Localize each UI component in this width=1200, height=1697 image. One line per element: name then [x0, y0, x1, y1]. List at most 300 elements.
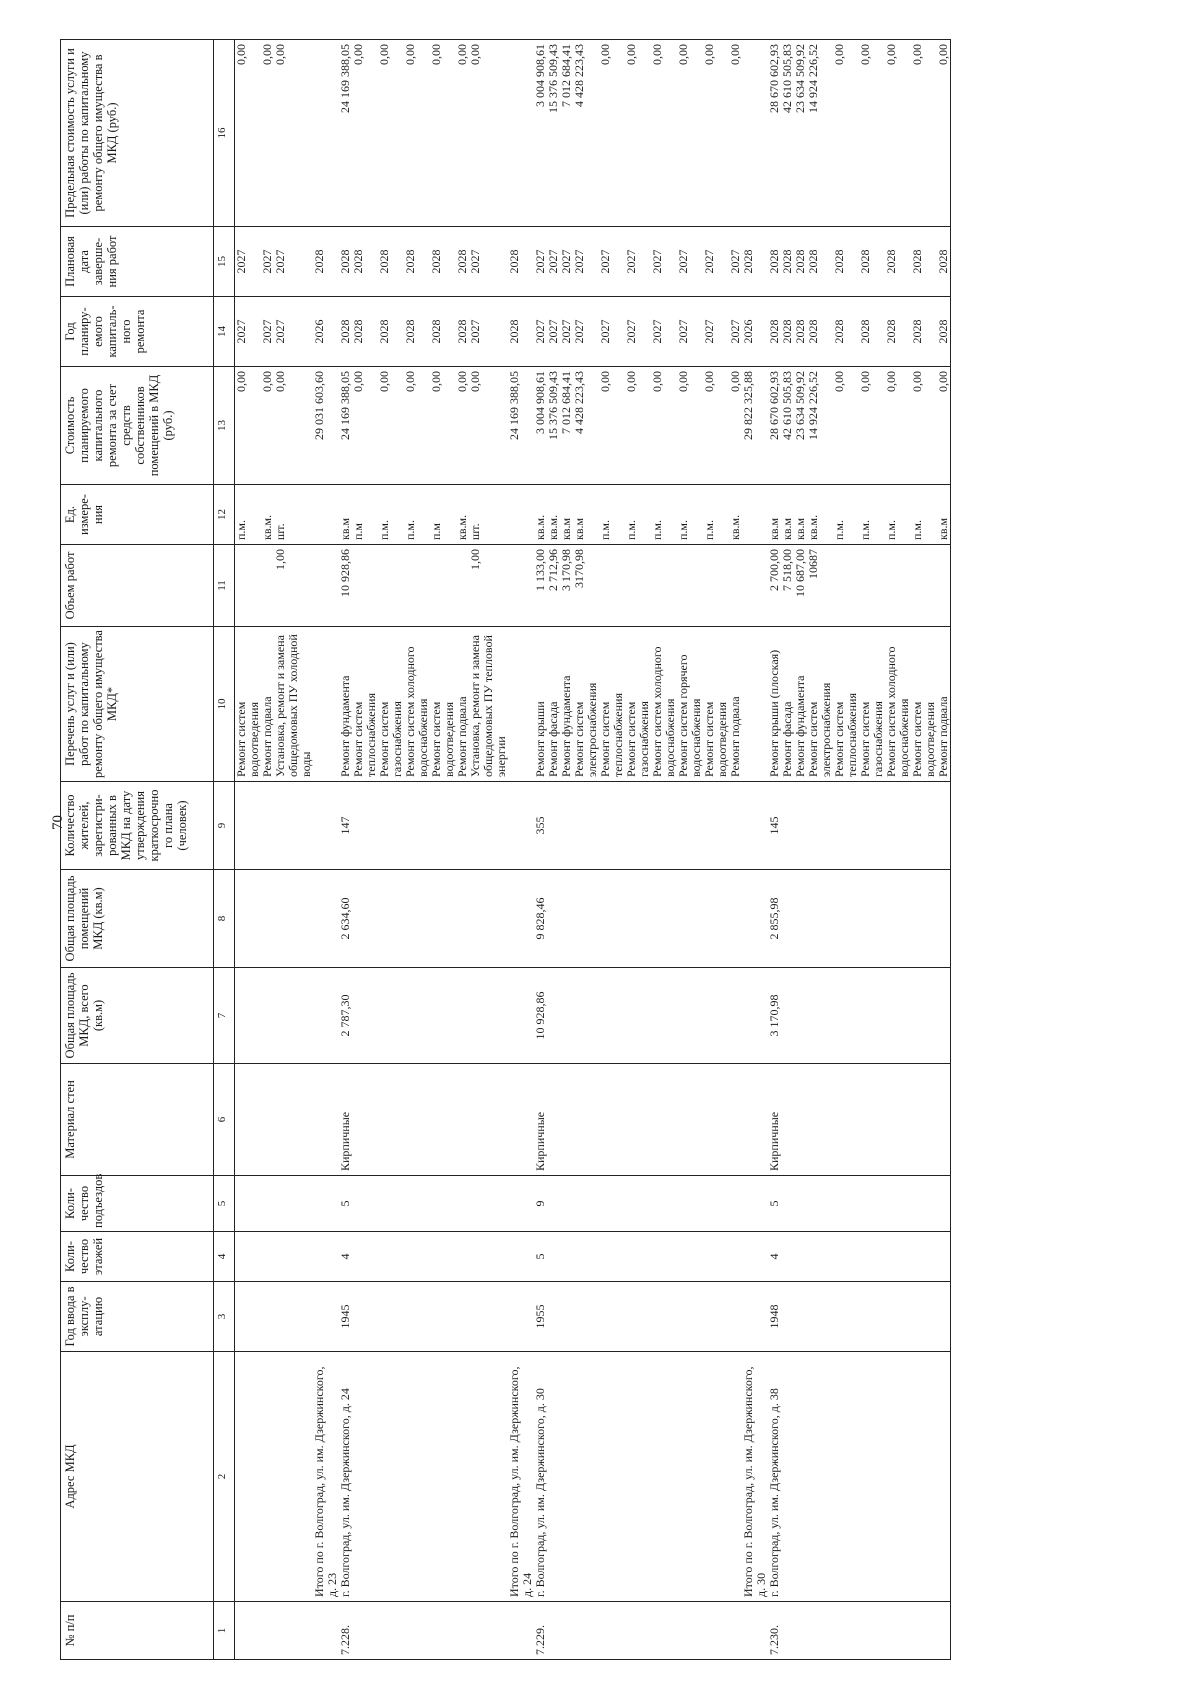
- cell-year: 2028: [339, 297, 352, 367]
- cell-residents: [599, 782, 625, 870]
- cell-area-rooms: [625, 870, 651, 968]
- cell-cost: 0,00: [911, 367, 937, 485]
- cell-address: [703, 1352, 729, 1602]
- cell-volume: 2 712,96: [547, 545, 560, 627]
- work-row: [885, 40, 911, 1660]
- cell-material: Кирпичные: [339, 1064, 352, 1176]
- cell-year-built: [703, 1282, 729, 1352]
- cell-volume: [313, 545, 339, 627]
- cell-residents: [859, 782, 885, 870]
- cell-work: Ремонт систем теплоснабжения: [352, 627, 378, 782]
- cell-area-rooms: [573, 870, 599, 968]
- cell-cost: 42 610 505,83: [781, 367, 794, 485]
- cell-entrances: [560, 1176, 573, 1232]
- work-row: [937, 40, 951, 1660]
- cell-area-total: [833, 968, 859, 1064]
- cell-cost: 0,00: [352, 367, 378, 485]
- cell-residents: [833, 782, 859, 870]
- cell-volume: [729, 545, 742, 627]
- cell-work: Ремонт систем водоотведения: [703, 627, 729, 782]
- work-row: [573, 40, 599, 1660]
- cell-unit: кв.м.: [261, 485, 274, 545]
- rotated-page: [60, 40, 1060, 1660]
- cell-num: [885, 1602, 911, 1660]
- cell-unit: [313, 485, 339, 545]
- cell-year: 2028: [508, 297, 534, 367]
- cell-cost: 0,00: [235, 367, 262, 485]
- cell-cost: 0,00: [703, 367, 729, 485]
- cell-entrances: [599, 1176, 625, 1232]
- cell-residents: [794, 782, 807, 870]
- cell-num: [625, 1602, 651, 1660]
- cell-end: 2028: [378, 227, 404, 297]
- cell-end: 2027: [677, 227, 703, 297]
- cell-area-rooms: 2 855,98: [768, 870, 781, 968]
- cell-end: 2027: [534, 227, 547, 297]
- cell-unit: шт.: [469, 485, 508, 545]
- cell-entrances: 5: [768, 1176, 781, 1232]
- cell-area-total: [599, 968, 625, 1064]
- cell-cost: 4 428 223,43: [573, 367, 599, 485]
- column-number: 8: [214, 870, 235, 968]
- work-row: [781, 40, 794, 1660]
- cell-material: [235, 1064, 262, 1176]
- cell-volume: 2 700,00: [768, 545, 781, 627]
- cell-work: Ремонт систем теплоснабжения: [599, 627, 625, 782]
- column-number: 7: [214, 968, 235, 1064]
- cell-unit: кв.м.: [534, 485, 547, 545]
- cell-num: [456, 1602, 469, 1660]
- cell-residents: [729, 782, 742, 870]
- cell-area-rooms: [911, 870, 937, 968]
- cell-area-rooms: [703, 870, 729, 968]
- cell-entrances: [911, 1176, 937, 1232]
- cell-address: [599, 1352, 625, 1602]
- cell-entrances: [430, 1176, 456, 1232]
- cell-num: [378, 1602, 404, 1660]
- cell-num: [937, 1602, 951, 1660]
- cell-limit: 0,00: [456, 40, 469, 227]
- cell-num: [911, 1602, 937, 1660]
- cell-floors: [677, 1232, 703, 1282]
- cell-volume: 1,00: [274, 545, 313, 627]
- cell-address: [560, 1352, 573, 1602]
- cell-floors: [560, 1232, 573, 1282]
- cell-volume: 7 518,00: [781, 545, 794, 627]
- cell-num: [404, 1602, 430, 1660]
- header-cell: Год планиру-емого капиталь-ного ремонта: [61, 297, 214, 367]
- cell-address: [859, 1352, 885, 1602]
- cell-material: [807, 1064, 833, 1176]
- work-row: [599, 40, 625, 1660]
- column-number: 15: [214, 227, 235, 297]
- cell-unit: кв.м: [937, 485, 951, 545]
- cell-num: [794, 1602, 807, 1660]
- header-cell: Год ввода в эксплу-атацию: [61, 1282, 214, 1352]
- cell-work: Ремонт систем водоотведения: [430, 627, 456, 782]
- cell-area-total: [625, 968, 651, 1064]
- column-number: 4: [214, 1232, 235, 1282]
- cell-entrances: [677, 1176, 703, 1232]
- cell-unit: кв.м: [781, 485, 794, 545]
- cell-area-total: [378, 968, 404, 1064]
- cell-area-rooms: [547, 870, 560, 968]
- cell-end: 2027: [703, 227, 729, 297]
- cell-address: [677, 1352, 703, 1602]
- cell-address: [378, 1352, 404, 1602]
- cell-volume: [859, 545, 885, 627]
- cell-unit: шт.: [274, 485, 313, 545]
- cell-unit: п.м.: [911, 485, 937, 545]
- cell-year-built: [404, 1282, 430, 1352]
- cell-work: Ремонт систем газоснабжения: [625, 627, 651, 782]
- cell-work: Ремонт систем электроснабжения: [573, 627, 599, 782]
- cell-floors: [469, 1232, 508, 1282]
- cell-floors: [313, 1232, 339, 1282]
- cell-entrances: [885, 1176, 911, 1232]
- cell-unit: [742, 485, 768, 545]
- cell-area-total: [456, 968, 469, 1064]
- cell-work: Ремонт подвала: [937, 627, 951, 782]
- cell-residents: 147: [339, 782, 352, 870]
- cell-floors: [781, 1232, 794, 1282]
- cell-work: Ремонт систем водоотведения: [235, 627, 262, 782]
- cell-volume: 3 170,98: [560, 545, 573, 627]
- cell-area-rooms: [430, 870, 456, 968]
- cell-material: Кирпичные: [534, 1064, 547, 1176]
- cell-address: [404, 1352, 430, 1602]
- cell-material: [547, 1064, 560, 1176]
- cell-address: [625, 1352, 651, 1602]
- cell-work: Ремонт систем газоснабжения: [859, 627, 885, 782]
- cell-residents: [807, 782, 833, 870]
- cell-area-rooms: [313, 870, 339, 968]
- cell-floors: 4: [768, 1232, 781, 1282]
- cell-area-total: 2 787,30: [339, 968, 352, 1064]
- cell-area-rooms: [859, 870, 885, 968]
- work-row: [833, 40, 859, 1660]
- cell-year: 2028: [768, 297, 781, 367]
- cell-limit: 0,00: [911, 40, 937, 227]
- cell-limit: 0,00: [274, 40, 313, 227]
- cell-floors: 5: [534, 1232, 547, 1282]
- cell-entrances: [729, 1176, 742, 1232]
- cell-year-built: [261, 1282, 274, 1352]
- header-cell: Перечень услуг и (или) работ по капитальному ремонту общего имущества МКД*: [61, 627, 214, 782]
- work-row: [807, 40, 833, 1660]
- cell-year-built: [599, 1282, 625, 1352]
- cell-year-built: [456, 1282, 469, 1352]
- cell-material: [677, 1064, 703, 1176]
- cell-entrances: [651, 1176, 677, 1232]
- cell-volume: [378, 545, 404, 627]
- cell-year: 2027: [573, 297, 599, 367]
- cell-year-built: [274, 1282, 313, 1352]
- cell-end: 2027: [547, 227, 560, 297]
- cell-material: [313, 1064, 339, 1176]
- cell-num: 7.230.: [768, 1602, 781, 1660]
- table-body: [235, 40, 951, 1660]
- cell-volume: [508, 545, 534, 627]
- cell-cost: 23 634 509,92: [794, 367, 807, 485]
- cell-year: 2028: [859, 297, 885, 367]
- cell-limit: 0,00: [729, 40, 742, 227]
- cell-address: [261, 1352, 274, 1602]
- header-cell: Общая площадь МКД, всего (кв.м): [61, 968, 214, 1064]
- cell-limit: [508, 40, 534, 227]
- cell-limit: 0,00: [703, 40, 729, 227]
- cell-entrances: [547, 1176, 560, 1232]
- cell-residents: [456, 782, 469, 870]
- cell-cost: 0,00: [651, 367, 677, 485]
- house-row: [768, 40, 781, 1660]
- cell-floors: [807, 1232, 833, 1282]
- cell-volume: [911, 545, 937, 627]
- work-row: [911, 40, 937, 1660]
- cell-work: Ремонт систем холодного водоснабжения: [651, 627, 677, 782]
- cell-volume: [677, 545, 703, 627]
- cell-cost: 0,00: [833, 367, 859, 485]
- cell-address: [794, 1352, 807, 1602]
- cell-num: [677, 1602, 703, 1660]
- total-row: [508, 40, 534, 1660]
- cell-material: [599, 1064, 625, 1176]
- cell-year-built: [469, 1282, 508, 1352]
- cell-unit: кв.м.: [547, 485, 560, 545]
- cell-material: [651, 1064, 677, 1176]
- cell-end: 2027: [261, 227, 274, 297]
- cell-num: [430, 1602, 456, 1660]
- cell-area-rooms: [599, 870, 625, 968]
- cell-residents: [469, 782, 508, 870]
- cell-floors: [547, 1232, 560, 1282]
- cell-year: 2028: [430, 297, 456, 367]
- cell-limit: 0,00: [235, 40, 262, 227]
- column-number: 2: [214, 1352, 235, 1602]
- cell-material: [508, 1064, 534, 1176]
- cell-material: [625, 1064, 651, 1176]
- cell-limit: 0,00: [833, 40, 859, 227]
- cell-floors: 4: [339, 1232, 352, 1282]
- cell-num: [651, 1602, 677, 1660]
- cell-entrances: [456, 1176, 469, 1232]
- cell-num: [781, 1602, 794, 1660]
- cell-floors: [742, 1232, 768, 1282]
- cell-cost: 29 822 325,88: [742, 367, 768, 485]
- work-row: [703, 40, 729, 1660]
- cell-floors: [599, 1232, 625, 1282]
- cell-area-total: [742, 968, 768, 1064]
- cell-area-rooms: [469, 870, 508, 968]
- cell-year-built: [742, 1282, 768, 1352]
- cell-material: [573, 1064, 599, 1176]
- work-row: [261, 40, 274, 1660]
- cell-limit: 0,00: [651, 40, 677, 227]
- cell-limit: 0,00: [859, 40, 885, 227]
- cell-end: 2028: [807, 227, 833, 297]
- cell-residents: [937, 782, 951, 870]
- cell-num: [508, 1602, 534, 1660]
- cell-entrances: [807, 1176, 833, 1232]
- cell-unit: п.м: [352, 485, 378, 545]
- cell-area-rooms: [651, 870, 677, 968]
- cell-residents: [885, 782, 911, 870]
- header-cell: Коли-чество подъездов: [61, 1176, 214, 1232]
- cell-year: 2026: [742, 297, 768, 367]
- cell-cost: 24 169 388,05: [508, 367, 534, 485]
- cell-num: [274, 1602, 313, 1660]
- header-cell: Количество жителей, зарегистри-рованных в МКД на дату утверждения краткосрочно го плана (человек): [61, 782, 214, 870]
- cell-year-built: [651, 1282, 677, 1352]
- cell-year-built: 1955: [534, 1282, 547, 1352]
- cell-num: [833, 1602, 859, 1660]
- cell-year-built: [560, 1282, 573, 1352]
- cell-year-built: [911, 1282, 937, 1352]
- cell-area-rooms: 9 828,46: [534, 870, 547, 968]
- cell-cost: 0,00: [430, 367, 456, 485]
- cell-unit: п.м.: [378, 485, 404, 545]
- cell-limit: 42 610 505,83: [781, 40, 794, 227]
- cell-address: [885, 1352, 911, 1602]
- cell-limit: 0,00: [937, 40, 951, 227]
- cell-year: 2028: [378, 297, 404, 367]
- cell-volume: [742, 545, 768, 627]
- cell-floors: [885, 1232, 911, 1282]
- cell-limit: 24 169 388,05: [339, 40, 352, 227]
- cell-unit: п.м.: [625, 485, 651, 545]
- cell-unit: п.м.: [677, 485, 703, 545]
- cell-year-built: [625, 1282, 651, 1352]
- cell-end: 2027: [560, 227, 573, 297]
- cell-limit: 23 634 509,92: [794, 40, 807, 227]
- cell-end: 2027: [469, 227, 508, 297]
- cell-entrances: [573, 1176, 599, 1232]
- cell-area-total: [781, 968, 794, 1064]
- cell-material: [911, 1064, 937, 1176]
- cell-residents: 145: [768, 782, 781, 870]
- cell-area-total: [274, 968, 313, 1064]
- cell-limit: 0,00: [885, 40, 911, 227]
- cell-end: 2028: [430, 227, 456, 297]
- cell-material: [794, 1064, 807, 1176]
- cell-end: 2027: [729, 227, 742, 297]
- cell-year-built: [794, 1282, 807, 1352]
- cell-year: 2027: [651, 297, 677, 367]
- cell-area-rooms: 2 634,60: [339, 870, 352, 968]
- cell-year: 2028: [833, 297, 859, 367]
- header-cell: № п/п: [61, 1602, 214, 1660]
- cell-year-built: [547, 1282, 560, 1352]
- cell-year: 2028: [781, 297, 794, 367]
- cell-residents: [404, 782, 430, 870]
- cell-work: Ремонт крыши (плоская): [768, 627, 781, 782]
- cell-unit: кв.м.: [456, 485, 469, 545]
- work-row: [235, 40, 262, 1660]
- cell-area-total: 3 170,98: [768, 968, 781, 1064]
- cell-area-total: [430, 968, 456, 1064]
- cell-area-total: [937, 968, 951, 1064]
- cell-work: Ремонт систем газоснабжения: [378, 627, 404, 782]
- cell-end: 2028: [508, 227, 534, 297]
- cell-end: 2028: [937, 227, 951, 297]
- cell-floors: [404, 1232, 430, 1282]
- work-row: [274, 40, 313, 1660]
- cell-address: [352, 1352, 378, 1602]
- cell-material: [781, 1064, 794, 1176]
- cell-year-built: [573, 1282, 599, 1352]
- cell-year: 2028: [911, 297, 937, 367]
- cell-material: [833, 1064, 859, 1176]
- cell-residents: [352, 782, 378, 870]
- cell-floors: [508, 1232, 534, 1282]
- cell-floors: [573, 1232, 599, 1282]
- cell-cost: 28 670 602,93: [768, 367, 781, 485]
- cell-floors: [430, 1232, 456, 1282]
- cell-year-built: [885, 1282, 911, 1352]
- cell-num: [729, 1602, 742, 1660]
- cell-end: 2027: [651, 227, 677, 297]
- cell-year: 2027: [729, 297, 742, 367]
- cell-work: [742, 627, 768, 782]
- cell-work: Установка, ремонт и замена общедомовых ПУ холодной воды: [274, 627, 313, 782]
- cell-material: [378, 1064, 404, 1176]
- header-cell: Стоимость планируемого капитального ремонта за счет средств собственников помещений в МКД (руб.): [61, 367, 214, 485]
- cell-unit: п.м: [430, 485, 456, 545]
- cell-area-total: [911, 968, 937, 1064]
- cell-entrances: [625, 1176, 651, 1232]
- cell-work: Ремонт фундамента: [794, 627, 807, 782]
- cell-limit: 0,00: [469, 40, 508, 227]
- work-row: [469, 40, 508, 1660]
- cell-work: Ремонт систем горячего водоснабжения: [677, 627, 703, 782]
- cell-year-built: [235, 1282, 262, 1352]
- cell-limit: 0,00: [352, 40, 378, 227]
- cell-limit: 0,00: [677, 40, 703, 227]
- cell-unit: п.м.: [885, 485, 911, 545]
- cell-unit: кв.м: [339, 485, 352, 545]
- cell-area-rooms: [560, 870, 573, 968]
- cell-cost: 0,00: [274, 367, 313, 485]
- cell-year-built: [859, 1282, 885, 1352]
- cell-address: [651, 1352, 677, 1602]
- cell-residents: [274, 782, 313, 870]
- cell-cost: 3 004 908,61: [534, 367, 547, 485]
- cell-cost: 0,00: [599, 367, 625, 485]
- cell-year: 2027: [261, 297, 274, 367]
- cell-volume: 3170,98: [573, 545, 599, 627]
- cell-limit: [742, 40, 768, 227]
- cell-work: Ремонт фундамента: [339, 627, 352, 782]
- cell-num: [859, 1602, 885, 1660]
- cell-cost: 0,00: [456, 367, 469, 485]
- cell-year: 2027: [235, 297, 262, 367]
- cell-entrances: [794, 1176, 807, 1232]
- cell-cost: 0,00: [729, 367, 742, 485]
- cell-material: [430, 1064, 456, 1176]
- cell-unit: кв.м.: [807, 485, 833, 545]
- cell-num: [261, 1602, 274, 1660]
- cell-year-built: [352, 1282, 378, 1352]
- cell-work: [313, 627, 339, 782]
- cell-volume: [651, 545, 677, 627]
- cell-area-total: [794, 968, 807, 1064]
- cell-area-total: [547, 968, 560, 1064]
- cell-entrances: [404, 1176, 430, 1232]
- cell-work: Ремонт фундамента: [560, 627, 573, 782]
- cell-material: [885, 1064, 911, 1176]
- cell-year: 2028: [807, 297, 833, 367]
- header-row: [61, 40, 214, 1660]
